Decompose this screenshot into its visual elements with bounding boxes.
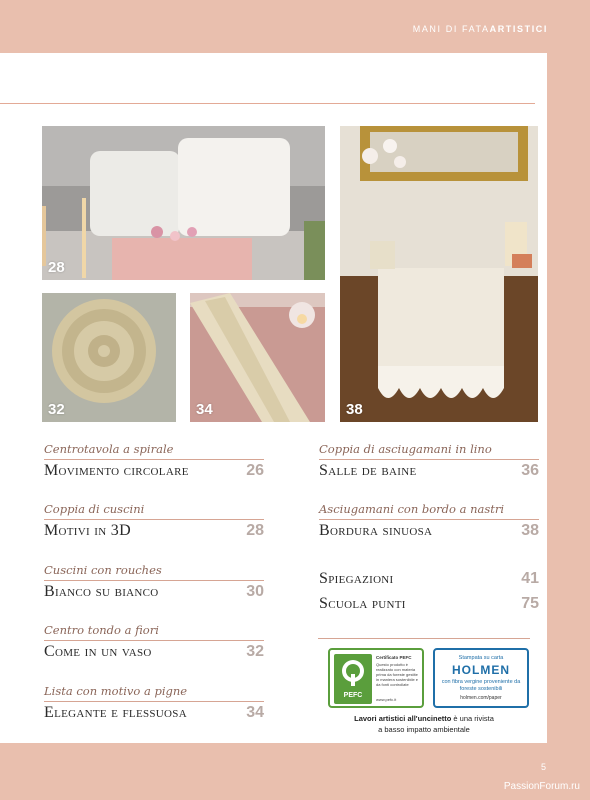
watermark: PassionForum.ru	[503, 781, 580, 792]
toc-entry[interactable]	[44, 562, 264, 601]
toc-title: Salle de baine	[319, 462, 417, 479]
photo-doily[interactable]	[42, 293, 176, 422]
toc-page-number: 34	[246, 704, 264, 721]
toc-title: Bordura sinuosa	[319, 522, 433, 539]
toc-title: Movimento circolare	[44, 462, 189, 479]
photo-cushions-illustration	[42, 126, 325, 280]
holmen-paper-badge	[433, 648, 529, 708]
footnote-text: è una rivista	[451, 714, 494, 723]
brand-prefix: MANI DI FATA	[412, 24, 490, 34]
holmen-line1: Stampata su carta	[458, 655, 504, 661]
toc-title: Elegante e flessuosa	[44, 704, 187, 721]
toc-page-number: 26	[246, 462, 264, 479]
brand-bold: ARTISTICI	[489, 24, 548, 34]
toc-entry[interactable]	[319, 441, 539, 480]
pefc-heading: Certificato PEFC	[376, 655, 412, 660]
toc-page-number: 41	[521, 570, 539, 587]
toc-category: Centrotavola a spirale	[44, 442, 174, 456]
toc-divider	[319, 519, 539, 520]
toc-category: Lista con motivo a pigne	[44, 684, 188, 698]
toc-entry[interactable]	[319, 570, 539, 588]
toc-title: Motivi in 3D	[44, 522, 131, 539]
toc-page-number: 36	[521, 462, 539, 479]
toc-category: Coppia di asciugamani in lino	[319, 442, 492, 456]
toc-title: Come in un vaso	[44, 643, 152, 660]
toc-entry[interactable]	[44, 622, 264, 661]
toc-category: Centro tondo a fiori	[44, 623, 159, 637]
toc-divider	[44, 701, 264, 702]
footnote-magazine-name: Lavori artistici all'uncinetto	[354, 714, 452, 723]
toc-page-number: 38	[521, 522, 539, 539]
photo-runner[interactable]	[190, 293, 325, 422]
toc-title: Bianco su bianco	[44, 583, 159, 600]
photo-page-number: 38	[346, 401, 363, 418]
toc-category: Asciugamani con bordo a nastri	[319, 502, 505, 516]
toc-divider	[44, 640, 264, 641]
top-divider	[0, 103, 535, 104]
toc-page-number: 32	[246, 643, 264, 660]
toc-title: Spiegazioni	[319, 570, 394, 587]
toc-page-number: 28	[246, 522, 264, 539]
toc-divider	[44, 459, 264, 460]
photo-page-number: 32	[48, 401, 65, 418]
pefc-logo-text: PEFC	[343, 692, 363, 699]
toc-entry[interactable]	[319, 595, 539, 613]
photo-page-number: 34	[196, 401, 213, 418]
pefc-certificate	[328, 648, 424, 708]
eco-footnote	[318, 713, 530, 735]
photo-towel[interactable]	[340, 126, 538, 422]
toc-entry[interactable]	[44, 501, 264, 540]
holmen-description: con fibra vergine proveniente da foreste sostenibili	[441, 679, 521, 692]
magazine-brand	[413, 24, 548, 34]
page-number: 5	[540, 762, 546, 772]
certification-divider	[318, 638, 530, 639]
toc-divider	[44, 519, 264, 520]
photo-towel-illustration	[340, 126, 538, 422]
holmen-brand: HOLMEN	[452, 663, 510, 677]
toc-page-number: 30	[246, 583, 264, 600]
toc-page-number: 75	[521, 595, 539, 612]
toc-category: Cuscini con rouches	[44, 563, 162, 577]
toc-entry[interactable]	[44, 441, 264, 480]
toc-entry[interactable]	[44, 683, 264, 722]
toc-title: Scuola punti	[319, 595, 406, 612]
toc-category: Coppia di cuscini	[44, 502, 145, 516]
photo-page-number: 28	[48, 259, 65, 276]
toc-divider	[44, 580, 264, 581]
holmen-url: holmen.com/paper	[460, 695, 502, 701]
toc-divider	[319, 459, 539, 460]
pefc-url: www.pefc.it	[376, 697, 397, 702]
toc-entry[interactable]	[319, 501, 539, 540]
footnote-text-2: a basso impatto ambientale	[378, 725, 470, 734]
pefc-description: Questo prodotto è realizzato con materia prima da foreste gestite in maniera sostenibile e da fonti controllate	[376, 662, 419, 687]
photo-cushions[interactable]	[42, 126, 325, 280]
